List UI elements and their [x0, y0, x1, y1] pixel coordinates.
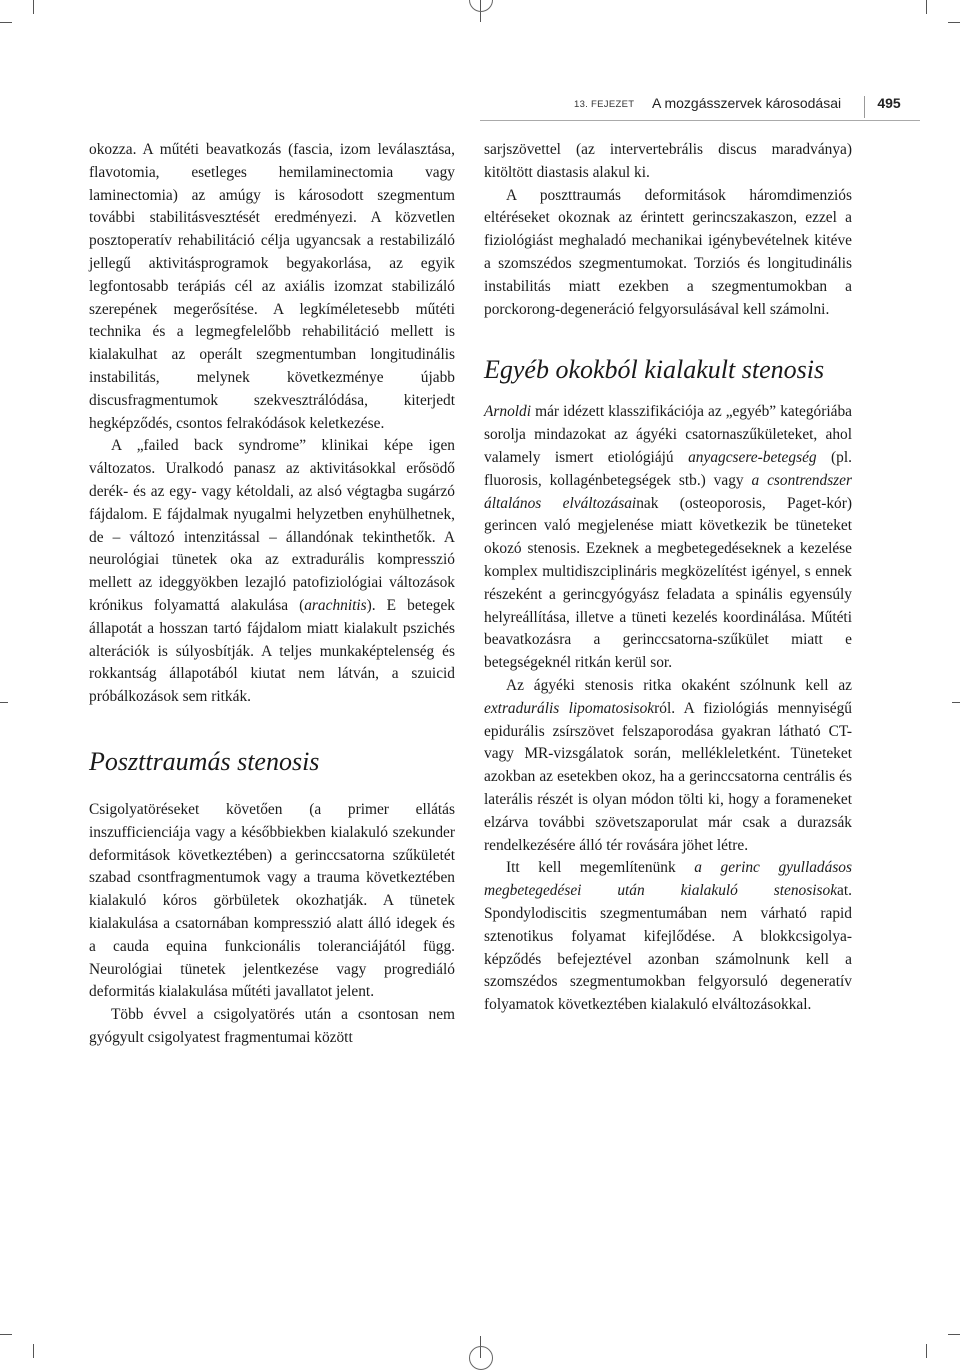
paragraph: sarjszövettel (az intervertebrális discus maradványa) kitöltött diastasis alakul ki.: [484, 141, 852, 181]
chapter-title: A mozgásszervek károsodásai: [652, 95, 842, 111]
paragraph: Több évvel a csigolyatörés után a csontosan nem gyógyult csigolyatest fragmentumai között: [89, 1006, 455, 1046]
crop-mark: [948, 1334, 960, 1335]
paragraph: Csigolyatöréseket követően (a primer ellátás inszufficienciája vagy a későbbiekben kialakuló szekunder deformitások következtében) a gerinccsatorna szűkületét szabad csontfragmentumok vagy a trauma következtében kialakuló kóros görbületek okozhatják. A tünetek kialakulása a csatornában kompresszió alatt álló idegek és a cauda equina funkcionális toleranciájától függ. Neurológiai tünetek jelentkezése vagy progrediáló deformitás kialakulása műtéti javallatot jelent.: [89, 800, 455, 1001]
registration-mark: [469, 1346, 493, 1370]
crop-mark: [0, 702, 8, 703]
section-heading: Poszttraumás stenosis: [89, 746, 320, 776]
left-column: [89, 139, 455, 1050]
paragraph: okozza. A műtéti beavatkozás (fascia, izom leválasztása, flavotomia, esetleges hemilaminectomia vagy laminectomia) az amúgy is károsodott szegmentum további stabilitásvesztését eredményezi. A közvetlen posztoperatív rehabilitáció célja ugyancsak a restabilizáló jellegű aktivitásprogramok begyakorlása, az egyik legfontosabb terápiás cél az axiális izomzat stabilizáló szerepének megerősítése. A legkíméletesebb műtéti technika és a legmegfelelőbb rehabilitáció mellett is kialakulhat az operált szegmentumban longitudinális instabilitás, melynek következménye újabb discusfragmentumok szekvesztrálódása, kiterjedt hegképződés, csontos felrakódások keletkezése.: [89, 141, 455, 432]
crop-mark: [0, 22, 12, 23]
crop-mark: [952, 702, 960, 703]
crop-mark: [948, 22, 960, 23]
page-number: 495: [877, 95, 901, 111]
paragraph: Itt kell megemlítenünk a gerinc gyulladásos megbetegedései után kialakuló stenosisokat. Spondylodiscitis szegmentumában nem várható rapid sztenotikus folyamat kifejlődése. A blokkcsigolya-képződés befejeztével azonban számolnunk kell a szomszédos szegmentumokban felgyorsuló degeneratív folyamatok következtében kialakuló elváltozásokkal.: [484, 859, 852, 1014]
paragraph: A „failed back syndrome” klinikai képe igen változatos. Uralkodó panasz az aktivitásokkal erősödő derék- és az egy- vagy kétoldali, az alsó végtagba sugárzó fájdalom. E fájdalmak nyugalmi helyzetben enyhülhetnek, de – változó intenzitással – állandónak tekinthetők. A neurológiai tünetek oka az extradurális kompresszió mellett az ideggyökben lezajló patofiziológiai változások krónikus folyamattá alakulása (arachnitis). E betegek állapotát a hosszan tartó fájdalom miatt kialakult pszichés alterációk is súlyosbítják. A teljes munkaképtelenség és rokkantság állapotából kiutat nem látván, a szuicid próbálkozások sem ritkák.: [89, 437, 455, 706]
paragraph: Az ágyéki stenosis ritka okaként szólnunk kell az extradurális lipomatosisokról. A fiziológiás mennyiségű epidurális zsírszövet felszaporodása gyakran látható CT- vagy MR-vizsgálatok során, mellékleletként. Tüneteket azokban az esetekben okoz, ha a gerinccsatorna centrális és laterális részét is olyan módon tölti ki, hogy a forameneket elzárva további szövetszaporulat már csak a durazsák rendelkezésére álló tér rovására jöhet létre.: [484, 676, 853, 854]
crop-mark: [926, 0, 927, 14]
paragraph: Arnoldi már idézett klasszifikációja az „egyéb” kategóriába sorolja mindazokat az ágyéki csatornaszűkületeket, ahol valamely ismert etiológiájú anyagcsere-betegség (pl. fluorosis, kollagénbetegségek stb.) vagy a csontrendszer általános elváltozásainak (osteoporosis, Paget-kór) gerincen való megjelenése miatt következik be tüneteket okozó stenosis. Ezeknek a megbetegedéseknek a kezelése komplex multidiszciplináris megközelítést igényel, s ennek részeként a gerincgyógyász feladata a spinális egyensúly helyreállítása, illetve a tüneti kezelés koordinálása. Műtéti beavatkozásra a gerinccsatorna-szűkület miatt e betegségeknél ritkán kerül sor.: [484, 403, 853, 672]
crop-mark: [926, 1344, 927, 1358]
right-column: [484, 139, 852, 1017]
crop-mark: [0, 1334, 12, 1335]
crop-mark: [33, 1344, 34, 1358]
crop-mark: [33, 0, 34, 14]
section-heading: Egyéb okokból kialakult stenosis: [484, 355, 825, 385]
running-header: [480, 94, 920, 121]
header-divider: [864, 96, 865, 118]
paragraph: A poszttraumás deformitások háromdimenziós eltéréseket okoznak az érintett gerincszakaszon, ezzel a fiziológiást meghaladó mechanikai igénybevételnek kitéve a szomszédos szegmentumokat. Torziós és longitudinális instabilitás miatt ezekben a szegmentumokban a porckorong-degeneráció felgyorsulásával kell számolni.: [484, 186, 852, 318]
registration-mark: [469, 0, 493, 12]
chapter-label: 13. FEJEZET: [574, 99, 635, 110]
